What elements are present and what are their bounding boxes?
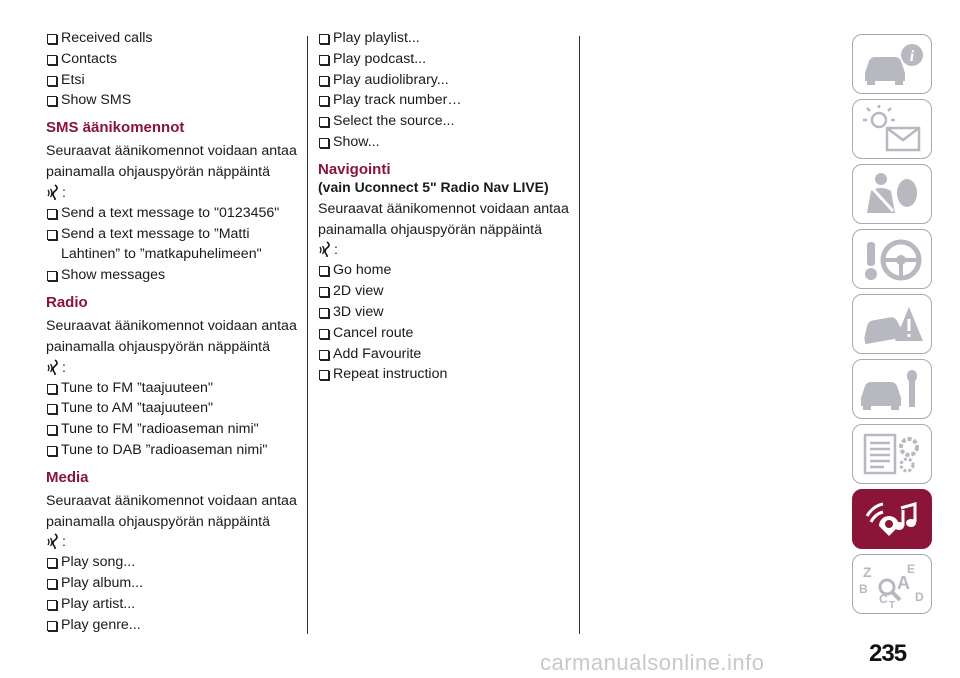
voice-command-icon [46, 533, 62, 549]
list-item: Show... [318, 132, 576, 153]
list-item: Send a text message to "0123456" [46, 203, 298, 224]
watermark: carmanualsonline.info [540, 650, 765, 675]
column-middle [318, 28, 576, 385]
warning-light-message-icon [857, 104, 927, 154]
tab-emergency[interactable] [852, 294, 932, 354]
index-letter: E [907, 562, 916, 576]
voice-button-line [46, 358, 298, 378]
media-intro: Seuraavat äänikomennot voidaan antaa painamalla ohjauspyörän näppäintä [46, 492, 297, 530]
voice-button-line [46, 532, 298, 552]
section-heading-sms: SMS äänikomennot [46, 119, 185, 137]
list-item: Play genre... [46, 615, 298, 636]
list-item: Cancel route [318, 323, 576, 344]
section-heading-media: Media [46, 468, 89, 486]
radio-intro: Seuraavat äänikomennot voidaan antaa painamalla ohjauspyörän näppäintä [46, 317, 297, 355]
list-item: Tune to FM ”radioaseman nimi" [46, 419, 298, 440]
list-item: Play podcast... [318, 49, 576, 70]
list-item: Go home [318, 260, 576, 281]
specs-gear-icon [857, 429, 927, 479]
colon: : [62, 359, 66, 376]
tab-servicing[interactable] [852, 359, 932, 419]
column-divider-left [307, 36, 308, 634]
list-item: Play track number… [318, 90, 576, 111]
list-item: Tune to AM ”taajuuteen" [46, 398, 298, 419]
section-heading-radio: Radio [46, 293, 88, 311]
list-item: Repeat instruction [318, 364, 576, 385]
multimedia-icon [857, 494, 927, 544]
list-item: Etsi [46, 70, 298, 91]
list-item: Play album... [46, 573, 298, 594]
tab-safety[interactable] [852, 164, 932, 224]
list-item: Play song... [46, 552, 298, 573]
section-subheading-navigation: (vain Uconnect 5" Radio Nav LIVE) [318, 178, 549, 195]
list-item: Tune to DAB ”radioaseman nimi" [46, 440, 298, 461]
index-letter: D [915, 590, 924, 604]
list-item: Received calls [46, 28, 298, 49]
column-divider-right [579, 36, 580, 634]
car-crash-warning-icon [857, 299, 927, 349]
page-number: 235 [869, 640, 907, 667]
car-info-icon [857, 39, 927, 89]
seatbelt-airbag-icon [857, 169, 927, 219]
index-letter: Z [863, 564, 872, 580]
car-wrench-icon [857, 364, 927, 414]
tab-car-info[interactable] [852, 34, 932, 94]
colon: : [62, 534, 66, 551]
voice-command-icon [46, 359, 62, 375]
list-item: 3D view [318, 302, 576, 323]
voice-button-line [46, 183, 298, 203]
list-item: Play audiolibrary... [318, 70, 576, 91]
colon: : [334, 242, 338, 259]
tab-warning-lights[interactable] [852, 99, 932, 159]
sms-intro: Seuraavat äänikomennot voidaan antaa painamalla ohjauspyörän näppäintä [46, 143, 297, 180]
tab-multimedia[interactable] [852, 489, 932, 549]
key-steering-wheel-icon [857, 234, 927, 284]
list-item: Send a text message to ”Matti Lahtinen” to ”matkapuhelimeen" [46, 224, 298, 266]
svg-text:i: i [909, 48, 915, 65]
list-item: Play artist... [46, 594, 298, 615]
chapter-tabs [852, 34, 934, 619]
index-letters-icon [857, 559, 927, 609]
column-left [46, 28, 298, 636]
voice-command-icon [318, 241, 334, 257]
tab-starting-driving[interactable] [852, 229, 932, 289]
tab-technical-specs[interactable] [852, 424, 932, 484]
list-item: Contacts [46, 49, 298, 70]
list-item: Select the source... [318, 111, 576, 132]
tab-index[interactable] [852, 554, 932, 614]
index-letter: C [879, 592, 888, 606]
list-item: Show SMS [46, 90, 298, 111]
voice-command-icon [46, 184, 62, 200]
colon: : [62, 184, 66, 201]
section-heading-navigation: Navigointi [318, 160, 391, 178]
index-letter: A [897, 573, 910, 593]
list-item: Add Favourite [318, 344, 576, 365]
list-item: Tune to FM ”taajuuteen" [46, 378, 298, 399]
list-item: Show messages [46, 265, 298, 286]
list-item: 2D view [318, 281, 576, 302]
index-letter: B [859, 582, 868, 596]
list-item: Play playlist... [318, 28, 576, 49]
voice-button-line [318, 240, 576, 260]
index-letter: T [889, 600, 896, 609]
nav-intro: Seuraavat äänikomennot voidaan antaa painamalla ohjauspyörän näppäintä [318, 200, 569, 238]
